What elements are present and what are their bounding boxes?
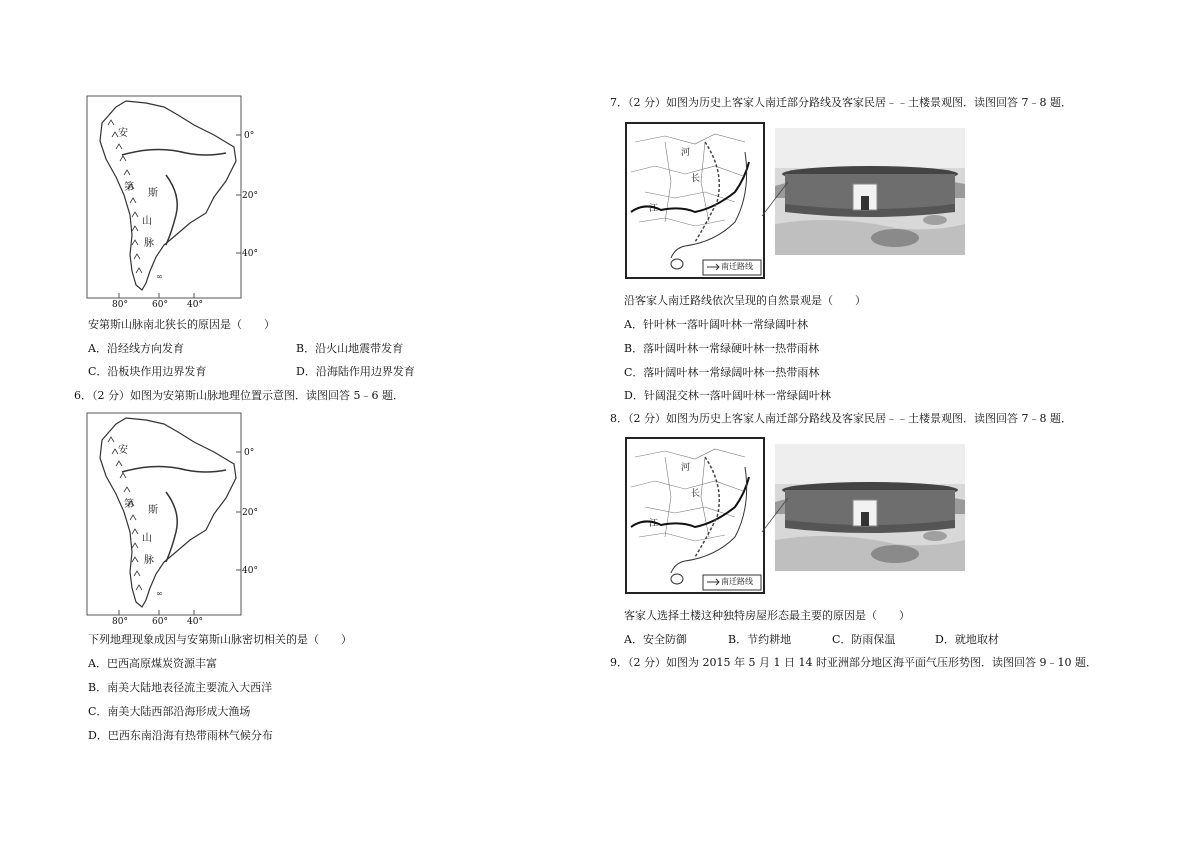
andes-map-1 bbox=[86, 95, 258, 310]
andes-map-2 bbox=[86, 412, 258, 627]
tulou-photo-2 bbox=[775, 444, 965, 571]
q6-intro: 6．（2 分）如图为安第斯山脉地理位置示意图．读图回答 5﹣6 题． bbox=[74, 389, 404, 402]
q8-option-a[interactable]: A．安全防御 bbox=[624, 633, 687, 646]
map-char: 江 bbox=[649, 519, 659, 529]
range-char: 斯 bbox=[148, 188, 158, 199]
range-char: 第 bbox=[124, 182, 134, 193]
q6-stem: 下列地理现象成因与安第斯山脉密切相关的是（ ） bbox=[88, 633, 352, 646]
lat-label: 0° bbox=[244, 448, 255, 458]
callout-line-2 bbox=[760, 494, 790, 534]
lat-label: 20° bbox=[242, 191, 258, 201]
lon-label: 80° bbox=[112, 617, 128, 627]
lon-label: 60° bbox=[152, 617, 168, 627]
q7-option-d[interactable]: D．针阔混交林一落叶阔叶林一常绿阔叶林 bbox=[624, 389, 831, 402]
q5-option-b[interactable]: B．沿火山地震带发育 bbox=[296, 342, 404, 355]
q8-option-b[interactable]: B．节约耕地 bbox=[728, 633, 792, 646]
svg-text:∞: ∞ bbox=[156, 589, 163, 598]
map-legend-label: 南迁路线 bbox=[721, 577, 753, 586]
range-char: 脉 bbox=[144, 238, 154, 249]
range-char: 安 bbox=[118, 128, 128, 139]
q7-option-b[interactable]: B．落叶阔叶林一常绿硬叶林一热带雨林 bbox=[624, 342, 820, 355]
range-char: 第 bbox=[124, 499, 134, 510]
q8-option-d[interactable]: D．就地取材 bbox=[935, 633, 999, 646]
range-char: 山 bbox=[142, 533, 152, 544]
q6-option-a[interactable]: A．巴西高原煤炭资源丰富 bbox=[88, 657, 217, 670]
lat-label: 0° bbox=[244, 131, 255, 141]
q7-option-a[interactable]: A．针叶林一落叶阔叶林一常绿阔叶林 bbox=[624, 318, 808, 331]
q7-option-c[interactable]: C．落叶阔叶林一常绿阔叶林一热带雨林 bbox=[624, 366, 820, 379]
q6-option-b[interactable]: B．南美大陆地表径流主要流入大西洋 bbox=[88, 681, 273, 694]
q5-stem: 安第斯山脉南北狭长的原因是（ ） bbox=[88, 318, 275, 331]
hakka-route-map-1 bbox=[625, 122, 765, 279]
lat-label: 40° bbox=[242, 249, 258, 259]
range-char: 脉 bbox=[144, 555, 154, 566]
q9-intro: 9．（2 分）如图为 2015 年 5 月 1 日 14 时亚洲部分地区海平面气压形势图．读图回答 9﹣10 题． bbox=[610, 656, 1097, 669]
q8-intro: 8．（2 分）如图为历史上客家人南迁部分路线及客家民居﹣﹣土楼景观图．读图回答 7﹣8 题． bbox=[610, 412, 1072, 425]
range-char: 斯 bbox=[148, 505, 158, 516]
q5-option-d[interactable]: D．沿海陆作用边界发育 bbox=[296, 365, 415, 378]
map-legend-label: 南迁路线 bbox=[721, 262, 753, 271]
q8-option-c[interactable]: C．防雨保温 bbox=[832, 633, 896, 646]
map-char: 长 bbox=[691, 489, 701, 499]
svg-text:∞: ∞ bbox=[156, 272, 163, 281]
map-char: 江 bbox=[649, 204, 659, 214]
lon-label: 60° bbox=[152, 300, 168, 310]
q8-stem: 客家人选择土楼这种独特房屋形态最主要的原因是（ ） bbox=[624, 609, 910, 622]
map-char: 长 bbox=[691, 174, 701, 184]
range-char: 山 bbox=[142, 216, 152, 227]
hakka-route-map-2 bbox=[625, 437, 765, 594]
lon-label: 80° bbox=[112, 300, 128, 310]
tulou-photo-1 bbox=[775, 128, 965, 255]
map-char: 河 bbox=[681, 463, 691, 473]
lat-label: 40° bbox=[242, 566, 258, 576]
map-char: 河 bbox=[681, 148, 691, 158]
q6-option-c[interactable]: C．南美大陆西部沿海形成大渔场 bbox=[88, 705, 251, 718]
q5-option-a[interactable]: A．沿经线方向发育 bbox=[88, 342, 184, 355]
lat-label: 20° bbox=[242, 508, 258, 518]
range-char: 安 bbox=[118, 445, 128, 456]
lon-label: 40° bbox=[187, 300, 203, 310]
q5-option-c[interactable]: C．沿板块作用边界发育 bbox=[88, 365, 207, 378]
q7-intro: 7．（2 分）如图为历史上客家人南迁部分路线及客家民居﹣﹣土楼景观图．读图回答 7﹣8 题． bbox=[610, 96, 1072, 109]
q6-option-d[interactable]: D．巴西东南沿海有热带雨林气候分布 bbox=[88, 729, 273, 742]
q7-stem: 沿客家人南迁路线依次呈现的自然景观是（ ） bbox=[624, 294, 866, 307]
callout-line-1 bbox=[760, 178, 790, 218]
lon-label: 40° bbox=[187, 617, 203, 627]
